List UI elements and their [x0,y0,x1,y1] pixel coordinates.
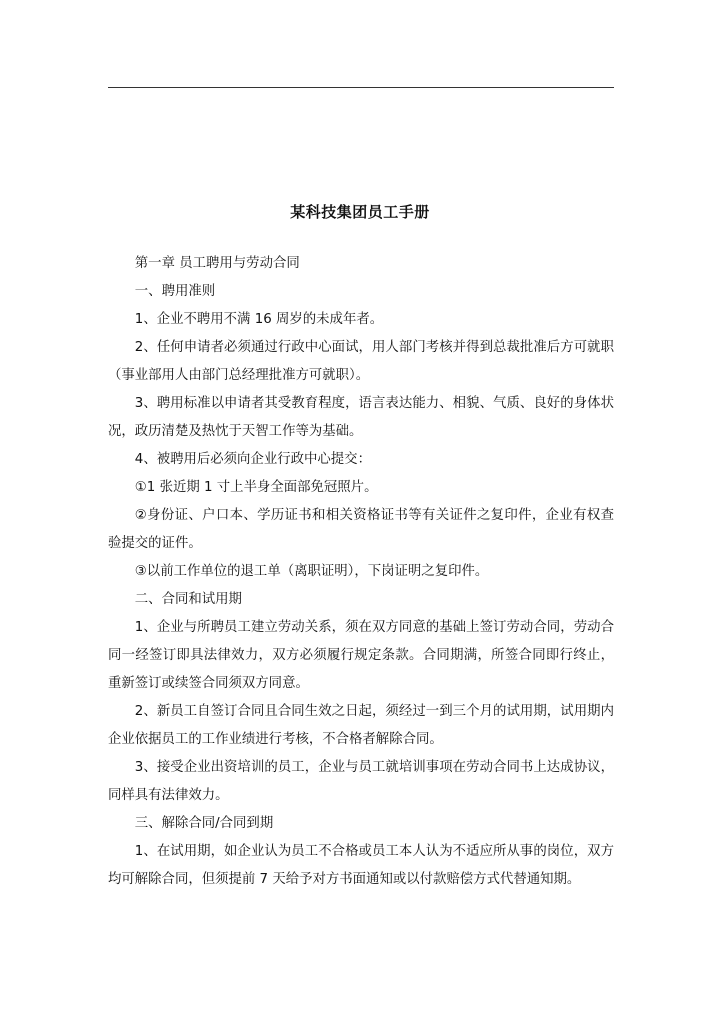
paragraph: 1、企业不聘用不满 16 周岁的未成年者。 [134,312,384,327]
header-rule [108,87,614,88]
paragraph: 2、任何申请者必须通过行政中心面试，用人部门考核并得到总裁批准后方可就职（事业部用人由部门总经理批准方可就职）。 [108,340,614,383]
section-heading: 一、聘用准则 [134,284,216,299]
chapter-heading: 第一章 员工聘用与劳动合同 [134,256,300,271]
paragraph: 1、在试用期，如企业认为员工不合格或员工本人认为不适应所从事的岗位，双方均可解除合同，但须提前 7 天给予对方书面通知或以付款赔偿方式代替通知期。 [108,844,614,887]
paragraph: 2、新员工自签订合同且合同生效之日起，须经过一到三个月的试用期，试用期内企业依据员工的工作业绩进行考核，不合格者解除合同。 [108,704,614,747]
section-heading: 二、合同和试用期 [134,592,242,607]
list-item: ③以前工作单位的退工单（离职证明），下岗证明之复印件。 [134,564,489,579]
paragraph: 3、接受企业出资培训的员工，企业与员工就培训事项在劳动合同书上达成协议，同样具有法律效力。 [108,760,614,803]
list-item: ②身份证、户口本、学历证书和相关资格证书等有关证件之复印件，企业有权查验提交的证件。 [108,508,614,551]
list-item: ①1 张近期 1 寸上半身全面部免冠照片。 [134,480,378,495]
document-title: 某科技集团员工手册 [290,203,430,221]
section-heading: 三、解除合同/合同到期 [134,816,274,831]
paragraph: 3、聘用标准以申请者其受教育程度，语言表达能力、相貌、气质、良好的身体状况，政历清楚及热忱于天智工作等为基础。 [108,396,614,439]
document-body [108,250,614,894]
paragraph: 1、企业与所聘员工建立劳动关系，须在双方同意的基础上签订劳动合同，劳动合同一经签订即具法律效力，双方必须履行规定条款。合同期满，所签合同即行终止，重新签订或续签合同须双方同意。 [108,620,614,691]
paragraph: 4、被聘用后必须向企业行政中心提交： [134,452,371,467]
